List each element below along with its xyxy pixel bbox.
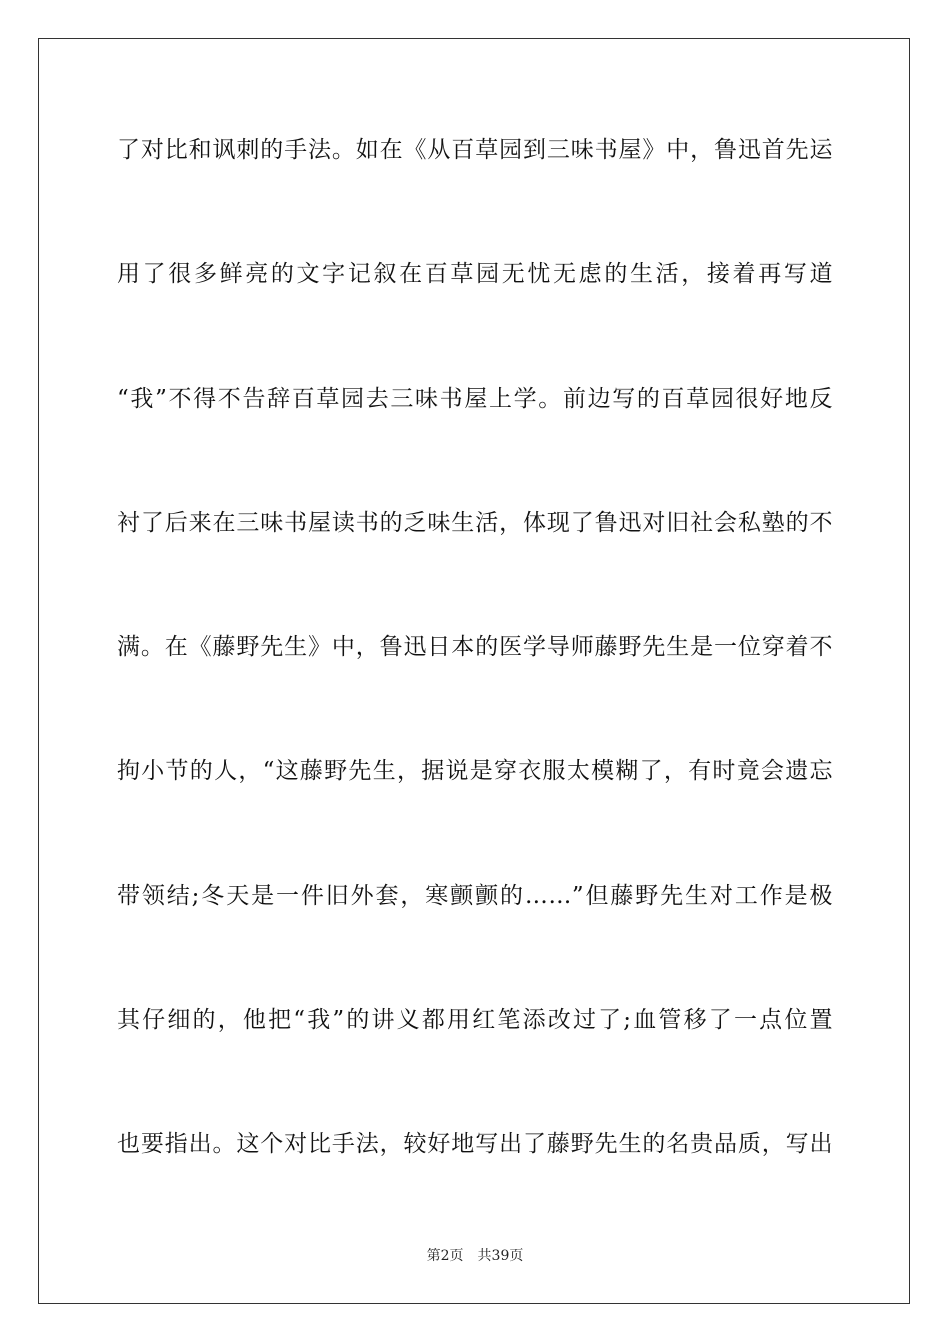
- body-text-line: “我”不得不告辞百草园去三味书屋上学。前边写的百草园很好地反: [117, 386, 833, 412]
- body-text-line: 满。在《藤野先生》中，鲁迅日本的医学导师藤野先生是一位穿着不: [117, 634, 833, 660]
- page-footer: [0, 1245, 950, 1265]
- body-text-line: 了对比和讽刺的手法。如在《从百草园到三味书屋》中，鲁迅首先运: [117, 137, 833, 163]
- page-total: 共39页: [477, 1248, 524, 1264]
- body-text-line: 其仔细的，他把“我”的讲义都用红笔添改过了;血管移了一点位置: [117, 1007, 833, 1033]
- body-text-line: 用了很多鲜亮的文字记叙在百草园无忧无虑的生活，接着再写道: [117, 261, 833, 287]
- body-text-line: 带领结;冬天是一件旧外套，寒颤颤的……”但藤野先生对工作是极: [117, 883, 833, 909]
- body-text-line: 拘小节的人，“这藤野先生，据说是穿衣服太模糊了，有时竟会遗忘: [117, 758, 833, 784]
- page-border: [38, 38, 910, 1304]
- page-number: 第2页: [426, 1248, 464, 1264]
- body-text-line: 也要指出。这个对比手法，较好地写出了藤野先生的名贵品质，写出: [117, 1131, 833, 1157]
- body-text-line: 衬了后来在三味书屋读书的乏味生活，体现了鲁迅对旧社会私塾的不: [117, 510, 833, 536]
